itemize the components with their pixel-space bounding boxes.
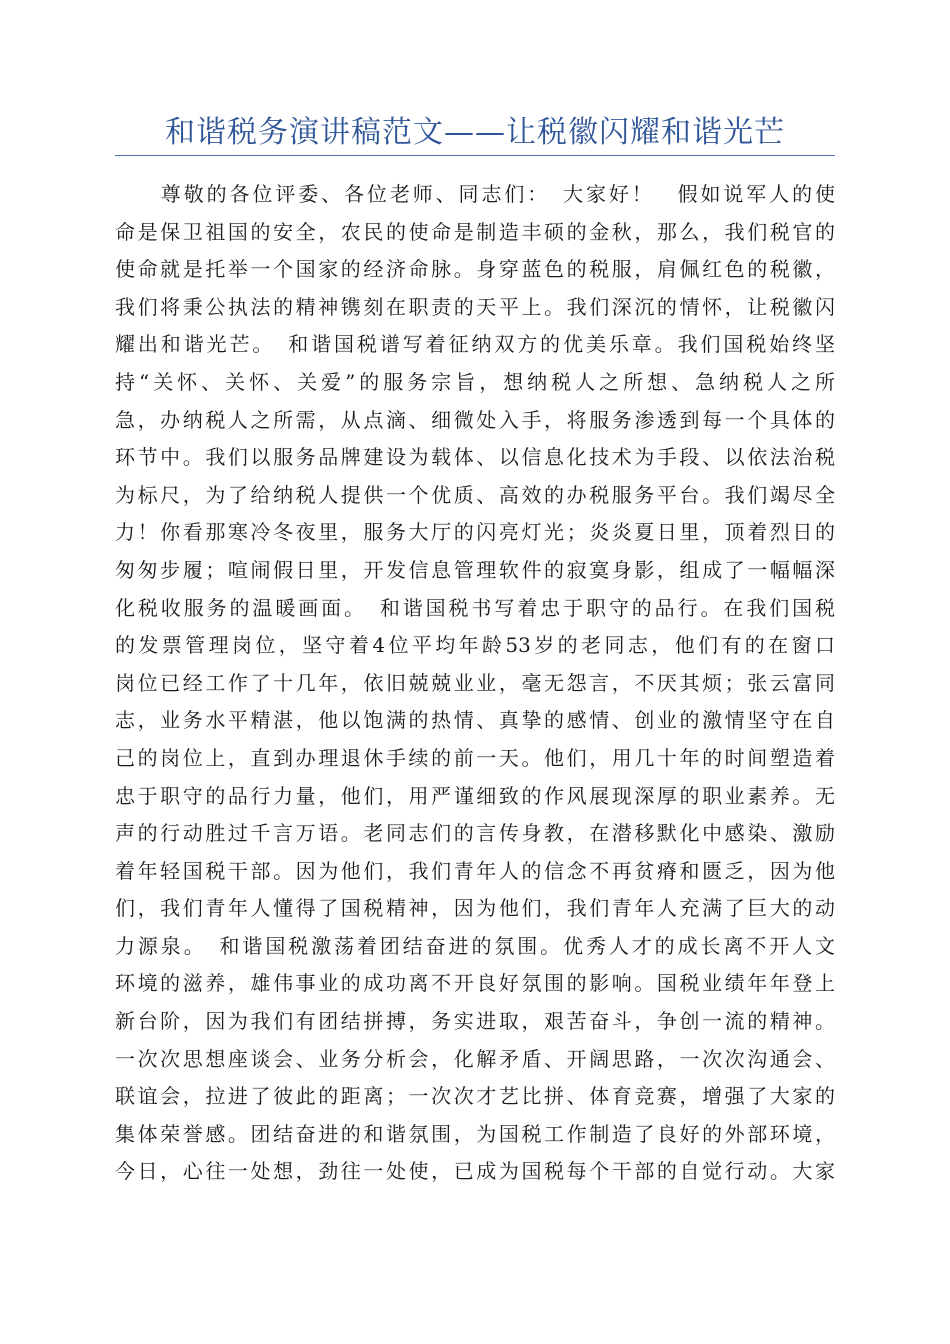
body-line: 一次次思想座谈会、业务分析会，化解矛盾、开阔思路，一次次沟通会、 <box>115 1046 835 1071</box>
body-line: 命是保卫祖国的安全，农民的使命是制造丰硕的金秋，那么，我们税官的 <box>115 219 835 244</box>
body-line: 耀出和谐光芒。 和谐国税谱写着征纳双方的优美乐章。我们国税始终坚 <box>115 332 835 357</box>
body-line: 环境的滋养，雄伟事业的成功离不开良好氛围的影响。国税业绩年年登上 <box>115 971 835 996</box>
body-line: 匆匆步履；喧闹假日里，开发信息管理软件的寂寞身影，组成了一幅幅深 <box>115 557 835 582</box>
body-line: 急，办纳税人之所需，从点滴、细微处入手，将服务渗透到每一个具体的 <box>115 407 835 432</box>
body-line: 声的行动胜过千言万语。老同志们的言传身教，在潜移默化中感染、激励 <box>115 821 835 846</box>
body-line: 着年轻国税干部。因为他们，我们青年人的信念不再贫瘠和匮乏，因为他 <box>115 858 835 883</box>
body-line: 使命就是托举一个国家的经济命脉。身穿蓝色的税服，肩佩红色的税徽， <box>115 257 835 282</box>
body-line: 环节中。我们以服务品牌建设为载体、以信息化技术为手段、以依法治税 <box>115 445 835 470</box>
body-line: 的发票管理岗位，坚守着4位平均年龄53岁的老同志，他们有的在窗口 <box>115 633 835 658</box>
body-line: 尊敬的各位评委、各位老师、同志们： 大家好！ 假如说军人的使 <box>115 182 835 206</box>
title-underline <box>115 155 835 156</box>
body-line: 我们将秉公执法的精神镌刻在职责的天平上。我们深沉的情怀，让税徽闪 <box>115 294 835 319</box>
body-line: 为标尺，为了给纳税人提供一个优质、高效的办税服务平台。我们竭尽全 <box>115 482 835 507</box>
body-line: 岗位已经工作了十几年，依旧兢兢业业，毫无怨言，不厌其烦；张云富同 <box>115 670 835 695</box>
body-line: 力！你看那寒冷冬夜里，服务大厅的闪亮灯光；炎炎夏日里，顶着烈日的 <box>115 520 835 545</box>
body-line: 今日，心往一处想，劲往一处使，已成为国税每个干部的自觉行动。大家 <box>115 1159 835 1184</box>
body-line: 志，业务水平精湛，他以饱满的热情、真挚的感情、创业的激情坚守在自 <box>115 708 835 733</box>
body-line: 集体荣誉感。团结奋进的和谐氛围，为国税工作制造了良好的外部环境， <box>115 1121 835 1146</box>
document-title: 和谐税务演讲稿范文——让税徽闪耀和谐光芒 <box>165 115 785 150</box>
body-line: 忠于职守的品行力量，他们，用严谨细致的作风展现深厚的职业素养。无 <box>115 783 835 808</box>
body-line: 联谊会，拉进了彼此的距离；一次次才艺比拼、体育竞赛，增强了大家的 <box>115 1084 835 1109</box>
body-line: 力源泉。 和谐国税激荡着团结奋进的氛围。优秀人才的成长离不开人文 <box>115 933 835 958</box>
body-line: 们，我们青年人懂得了国税精神，因为他们，我们青年人充满了巨大的动 <box>115 896 835 921</box>
body-line: 化税收服务的温暖画面。 和谐国税书写着忠于职守的品行。在我们国税 <box>115 595 835 620</box>
body-line: 新台阶，因为我们有团结拼搏，务实进取，艰苦奋斗，争创一流的精神。 <box>115 1009 835 1034</box>
document-body <box>115 176 835 1191</box>
body-line: 己的岗位上，直到办理退休手续的前一天。他们，用几十年的时间塑造着 <box>115 745 835 770</box>
body-line: 持“关怀、关怀、关爱”的服务宗旨，想纳税人之所想、急纳税人之所 <box>115 369 835 394</box>
